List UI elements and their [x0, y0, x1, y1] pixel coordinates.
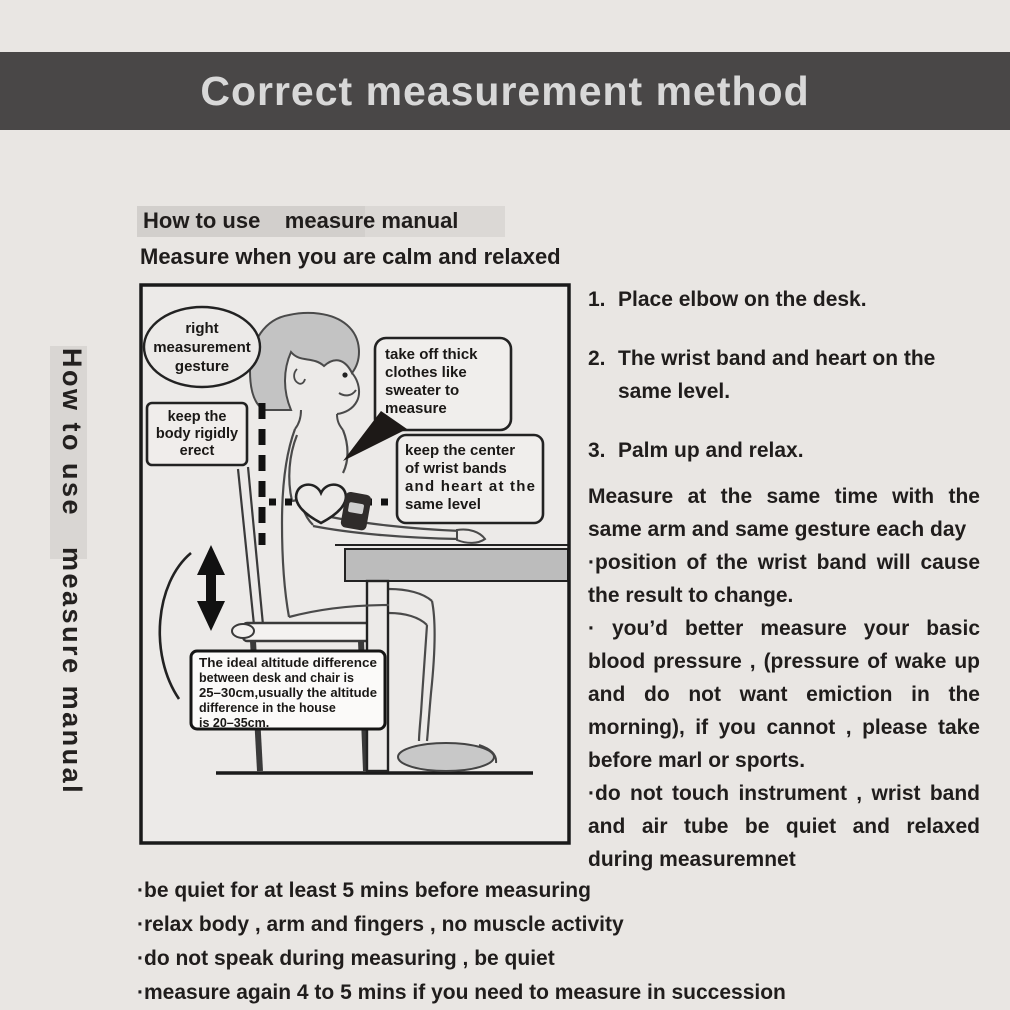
clothes-line-3: sweater to [385, 382, 460, 399]
page-title: Correct measurement method [200, 67, 810, 114]
page-title-bar [0, 52, 1010, 130]
body-box-line-2: body rigidly [155, 426, 239, 442]
step-2 [588, 342, 980, 408]
step-2-number: 2. [588, 347, 606, 370]
section-subheading: Measure when you are calm and relaxed [140, 244, 561, 269]
step-1 [588, 283, 980, 316]
altitude-line-2: between desk and chair is [199, 671, 354, 685]
callout-body-erect [147, 403, 247, 465]
altitude-line-5: is 20–35cm. [199, 716, 270, 730]
tip-1: ·be quiet for at least 5 mins before measuring [137, 879, 591, 902]
oval-line-3: gesture [174, 358, 230, 375]
clothes-line-4: measure [385, 400, 447, 417]
wrist-line-1: keep the center [405, 442, 516, 459]
footer-tips [137, 874, 837, 1010]
step-3-number: 3. [588, 439, 606, 462]
measurement-notes [588, 480, 980, 876]
posture-illustration [139, 283, 571, 845]
note-3: · you’d better measure your basic blood pressure , (pressure of wake up and do not want emiction in the morning), if you cannot , please take before marl or sports. [588, 617, 980, 772]
step-2-text: The wrist band and heart on the same level. [618, 347, 936, 403]
eye [342, 372, 347, 377]
altitude-line-1: The ideal altitude difference [199, 656, 378, 670]
instructions-column [588, 283, 980, 876]
clothes-line-2: clothes like [385, 364, 467, 381]
wrist-line-3: and heart at the [405, 478, 535, 495]
step-1-text: Place elbow on the desk. [618, 288, 867, 311]
note-2: ·position of the wrist band will cause the result to change. [588, 551, 980, 607]
posture-illustration-svg [139, 283, 571, 845]
clothes-line-1: take off thick [385, 346, 478, 363]
section-heading: How to use measure manual [143, 208, 459, 233]
callout-altitude-box [191, 651, 385, 730]
wrist-line-4: same level [405, 496, 481, 513]
slipper [398, 743, 494, 771]
tip-3: ·do not speak during measuring , be quiet [137, 947, 555, 970]
callout-wrist-bubble [397, 435, 543, 523]
callout-gesture-oval [144, 307, 260, 387]
step-3-text: Palm up and relax. [618, 439, 804, 462]
note-4: ·do not touch instrument , wrist band and air tube be quiet and relaxed during measuremnet [588, 782, 980, 871]
altitude-line-4: difference in the house [199, 701, 336, 715]
note-1: Measure at the same time with the same arm and same gesture each day [588, 485, 980, 541]
body-box-line-1: keep the [167, 409, 227, 425]
oval-line-1: right [185, 320, 219, 337]
tip-4: ·measure again 4 to 5 mins if you need to measure in succession [137, 981, 786, 1004]
vertical-section-label: How to use measure manual [57, 348, 87, 796]
altitude-line-3: 25–30cm,usually the altitude [199, 686, 378, 700]
step-3 [588, 434, 980, 467]
oval-line-2: measurement [153, 339, 251, 356]
body-box-line-3: erect [179, 443, 215, 459]
tip-2: ·relax body , arm and fingers , no muscle activity [137, 913, 624, 936]
step-1-number: 1. [588, 288, 606, 311]
wrist-line-2: of wrist bands [405, 460, 507, 477]
